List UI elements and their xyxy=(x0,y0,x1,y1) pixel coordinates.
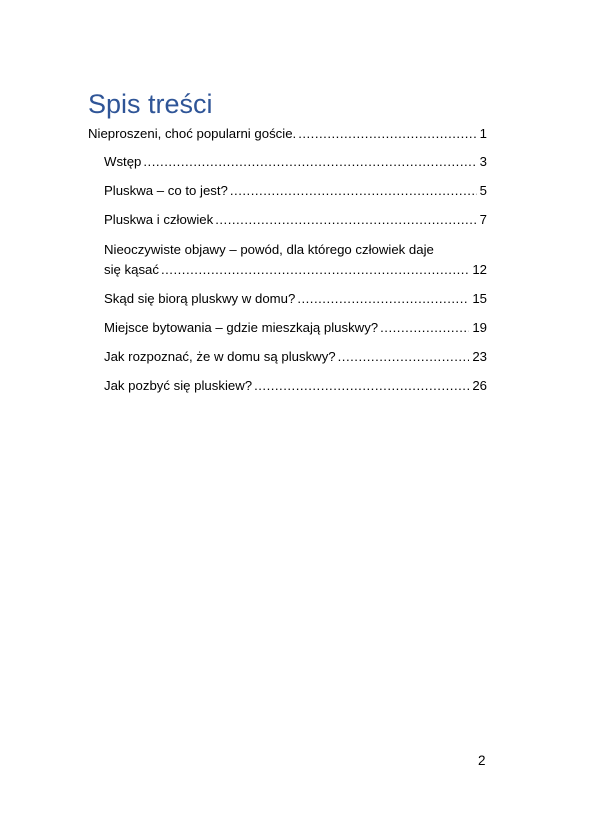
toc-page-number: 15 xyxy=(472,291,487,306)
toc-entry-text: Nieproszeni, choć popularni goście. xyxy=(88,126,297,141)
toc-page-number: 12 xyxy=(472,262,487,277)
toc-page-number: 26 xyxy=(472,378,487,393)
toc-entry-text-line1: Nieoczywiste objawy – powód, dla którego człowiek daje xyxy=(104,242,434,257)
toc-entry-miejsce-bytowania[interactable] xyxy=(104,318,487,338)
toc-entry-nieoczywiste-objawy[interactable] xyxy=(104,239,487,280)
toc-dot-leader xyxy=(338,347,470,367)
toc-dot-leader xyxy=(254,376,469,396)
toc-entry-text: Wstęp xyxy=(104,154,142,169)
toc-page-number: 23 xyxy=(472,349,487,364)
toc-entry-jak-rozpoznac[interactable] xyxy=(104,347,487,367)
toc-entry-text: Miejsce bytowania – gdzie mieszkają pluskwy? xyxy=(104,320,379,335)
toc-entry-text: Pluskwa – co to jest? xyxy=(104,183,228,198)
page-number: 2 xyxy=(478,753,486,768)
toc-dot-leader xyxy=(143,152,476,172)
toc-entry-text: Jak pozbyć się pluskiew? xyxy=(104,378,253,393)
toc-dot-leader xyxy=(298,124,476,144)
toc-page-number: 7 xyxy=(479,212,487,227)
toc-entry-text: Jak rozpoznać, że w domu są pluskwy? xyxy=(104,349,336,364)
table-of-contents xyxy=(88,124,487,405)
toc-dot-leader xyxy=(215,210,476,230)
toc-dot-leader xyxy=(161,260,469,280)
toc-page-number: 5 xyxy=(479,183,487,198)
toc-entry-nieproszeni[interactable] xyxy=(88,124,487,144)
toc-heading: Spis treści xyxy=(88,89,213,119)
toc-entry-skad-sie-biora[interactable] xyxy=(104,289,487,309)
toc-dot-leader xyxy=(297,289,469,309)
toc-entry-jak-pozbyc-sie[interactable] xyxy=(104,376,487,396)
toc-entry-line2 xyxy=(104,260,487,280)
toc-entry-text: Pluskwa i człowiek xyxy=(104,212,214,227)
toc-page-number: 19 xyxy=(472,320,487,335)
toc-entry-text: Skąd się biorą pluskwy w domu? xyxy=(104,291,296,306)
toc-entry-wstep[interactable] xyxy=(104,152,487,172)
toc-entry-text-line2: się kąsać xyxy=(104,262,159,277)
toc-dot-leader xyxy=(380,318,469,338)
toc-page-number: 3 xyxy=(479,154,487,169)
toc-dot-leader xyxy=(230,181,477,201)
toc-page-number: 1 xyxy=(479,126,487,141)
toc-entry-pluskwa-co-to-jest[interactable] xyxy=(104,181,487,201)
toc-entry-pluskwa-i-czlowiek[interactable] xyxy=(104,210,487,230)
